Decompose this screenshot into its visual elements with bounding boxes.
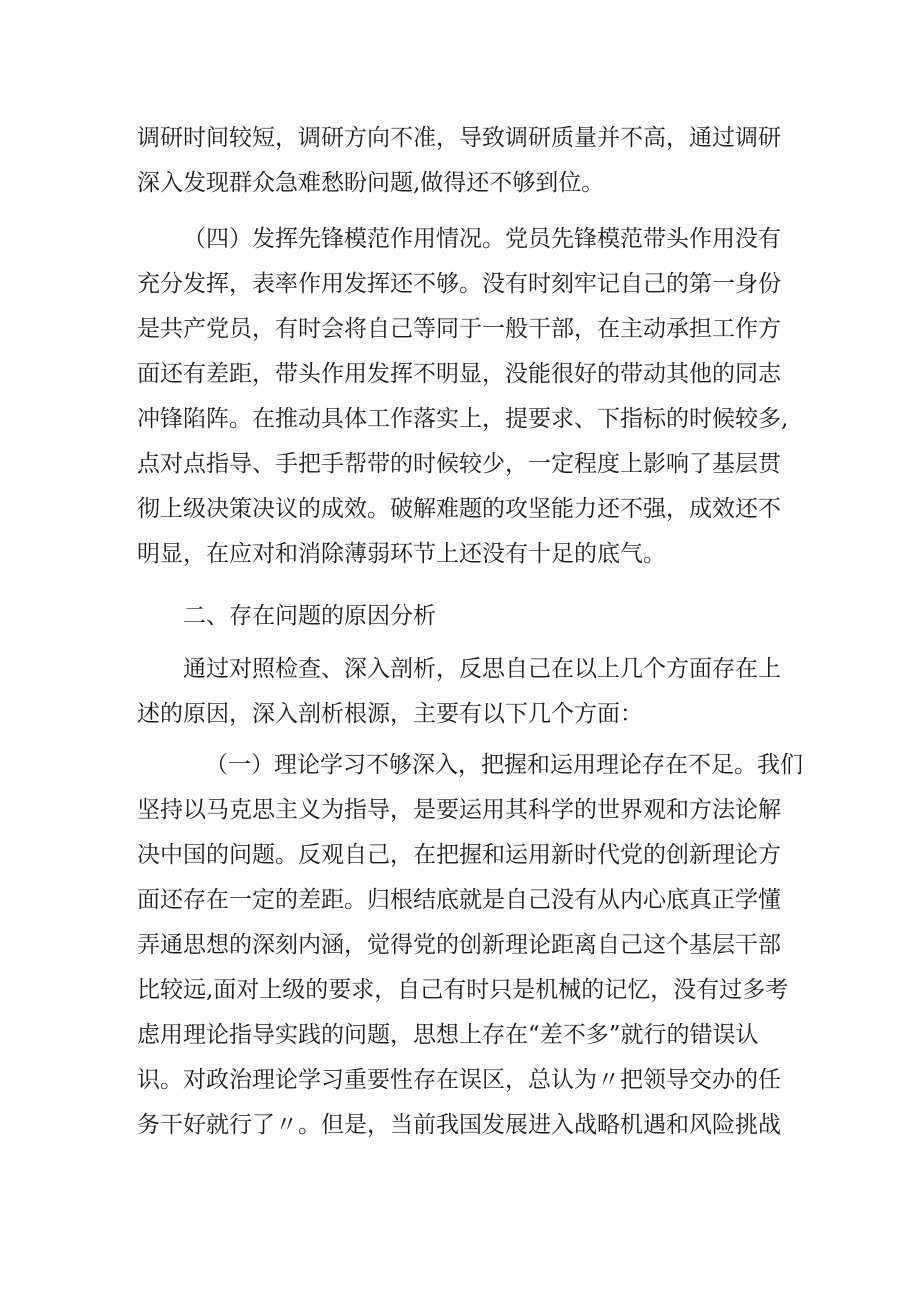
text-line: 坚持以马克思主义为指导，是要运用其科学的世界观和方法论解 [137,797,781,823]
text-line: 明显，在应对和消除薄弱环节上还没有十足的底气。 [137,541,666,567]
section-heading-1: （一）理论学习不够深入，把握和运用理论存在不足。我们 [205,752,803,778]
text-line: 决中国的问题。反观自己，在把握和运用新时代党的创新理论方 [137,842,781,868]
text-line: 点对点指导、手把手帮带的时候较少，一定程度上影响了基层贯 [137,451,781,477]
text-line: 深入发现群众急难愁盼问题,做得还不够到位。 [137,170,605,196]
text-line: 通过对照检查、深入剖析，反思自己在以上几个方面存在上 [183,656,781,682]
text-line: 识。对政治理论学习重要性存在误区，总认为〃把领导交办的任 [137,1067,781,1093]
text-line: 虑用理论指导实践的问题，思想上存在“差不多”就行的错误认 [137,1022,759,1048]
text-line: 述的原因，深入剖析根源，主要有以下几个方面： [137,701,643,727]
text-line: 务干好就行了〃。但是，当前我国发展进入战略机遇和风险挑战 [137,1112,781,1138]
text-line: 是共产党员，有时会将自己等同于一般干部，在主动承担工作方 [137,316,781,342]
text-line: 调研时间较短，调研方向不准，导致调研质量并不高，通过调研 [137,125,781,151]
text-line: 面还存在一定的差距。归根结底就是自己没有从内心底真正学懂 [137,887,781,913]
text-line: 彻上级决策决议的成效。破解难题的攻坚能力还不强，成效还不 [137,496,781,522]
chapter-heading-2: 二、存在问题的原因分析 [183,603,436,629]
text-line: 冲锋陷阵。在推动具体工作落实上，提要求、下指标的时候较多, [137,406,789,432]
text-line: 弄通思想的深刻内涵，觉得党的创新理论距离自己这个基层干部 [137,932,781,958]
text-line: 充分发挥，表率作用发挥还不够。没有时刻牢记自己的第一身份 [137,271,781,297]
section-heading-4: （四）发挥先锋模范作用情况。党员先锋模范带头作用没有 [183,226,781,252]
text-line: 比较远,面对上级的要求，自己有时只是机械的记忆，没有过多考 [137,977,789,1003]
text-line: 面还有差距，带头作用发挥不明显，没能很好的带动其他的同志 [137,361,781,387]
